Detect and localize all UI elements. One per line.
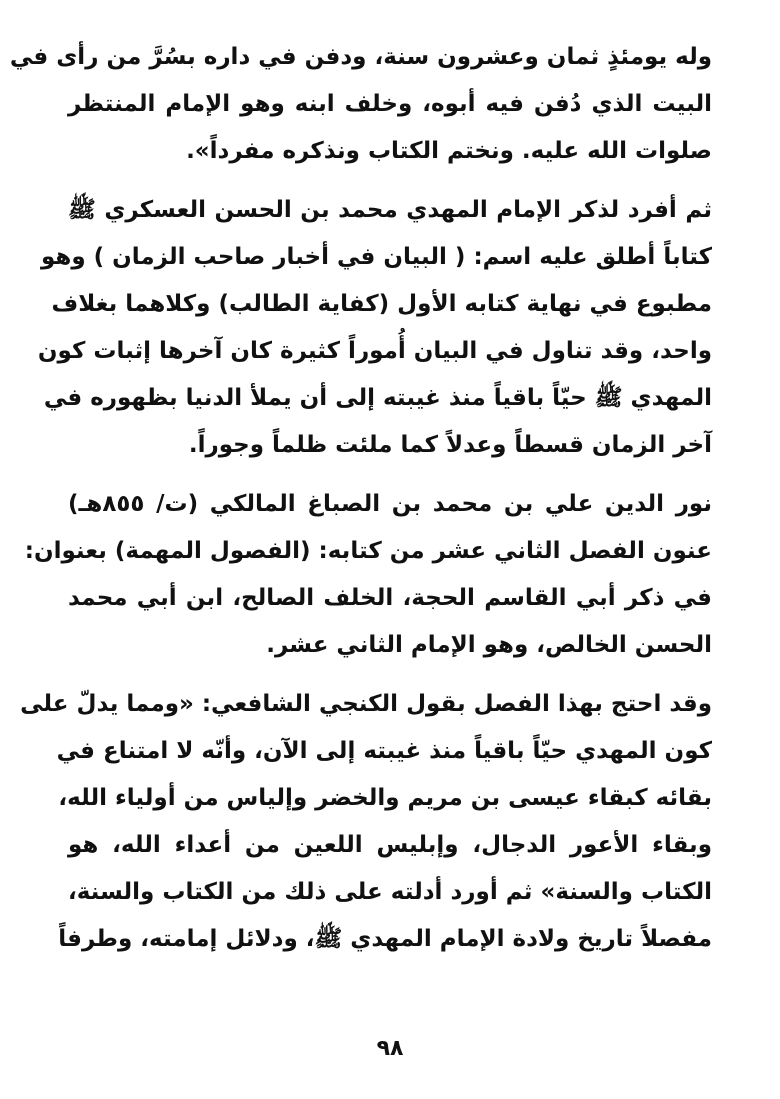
text-line: واحد، وقد تناول في البيان أُموراً كثيرة كان آخرها إثبات كون [37, 338, 712, 364]
text-line: وقد احتج بهذا الفصل بقول الكنجي الشافعي: «ومما يدلّ على [20, 691, 712, 717]
text-line: آخر الزمان قسطاً وعدلاً كما ملئت ظلماً وجوراً. [188, 432, 712, 458]
text-line: نور الدين علي بن محمد بن الصباغ المالكي (ت/ ٨٥٥هـ) [68, 491, 712, 517]
body-text [9, 34, 712, 963]
text-line: كتاباً أطلق عليه اسم: ( البيان في أخبار صاحب الزمان ) وهو [40, 244, 712, 270]
paragraph-4 [20, 681, 712, 963]
text-line: صلوات الله عليه. ونختم الكتاب ونذكره مفرداً». [186, 138, 712, 164]
text-line: الحسن الخالص، وهو الإمام الثاني عشر. [266, 632, 712, 658]
paragraph-1 [9, 34, 712, 175]
page-number: ٩٨ [376, 1036, 404, 1061]
text-line: مفصلاً تاريخ ولادة الإمام المهدي ﷺ، ودلائل إمامته، وطرفاً [58, 926, 712, 952]
text-line: الكتاب والسنة» ثم أورد أدلته على ذلك من الكتاب والسنة، [68, 879, 712, 905]
text-line: عنون الفصل الثاني عشر من كتابه: (الفصول المهمة) بعنوان: [24, 538, 712, 564]
text-line: وبقاء الأعور الدجال، وإبليس اللعين من أعداء الله، هو [68, 832, 712, 858]
text-line: في ذكر أبي القاسم الحجة، الخلف الصالح، ابن أبي محمد [68, 585, 712, 611]
text-line: المهدي ﷺ حيّاً باقياً منذ غيبته إلى أن يملأ الدنيا بظهوره في [43, 385, 712, 411]
text-line: كون المهدي حيّاً باقياً منذ غيبته إلى الآن، وأنّه لا امتناع في [56, 738, 712, 764]
text-line: ثم أفرد لذكر الإمام المهدي محمد بن الحسن العسكري ﷺ [68, 197, 712, 223]
text-line: مطبوع في نهاية كتابه الأول (كفاية الطالب) وكلاهما بغلاف [51, 291, 712, 317]
paragraph-3 [24, 481, 712, 669]
text-line: البيت الذي دُفن فيه أبوه، وخلف ابنه وهو الإمام المنتظر [68, 91, 712, 117]
text-line: بقائه كبقاء عيسى بن مريم والخضر وإلياس من أولياء الله، [58, 785, 712, 811]
text-line: وله يومئذٍ ثمان وعشرون سنة، ودفن في داره بسُرَّ من رأى في [9, 44, 712, 70]
paragraph-2 [37, 187, 712, 469]
